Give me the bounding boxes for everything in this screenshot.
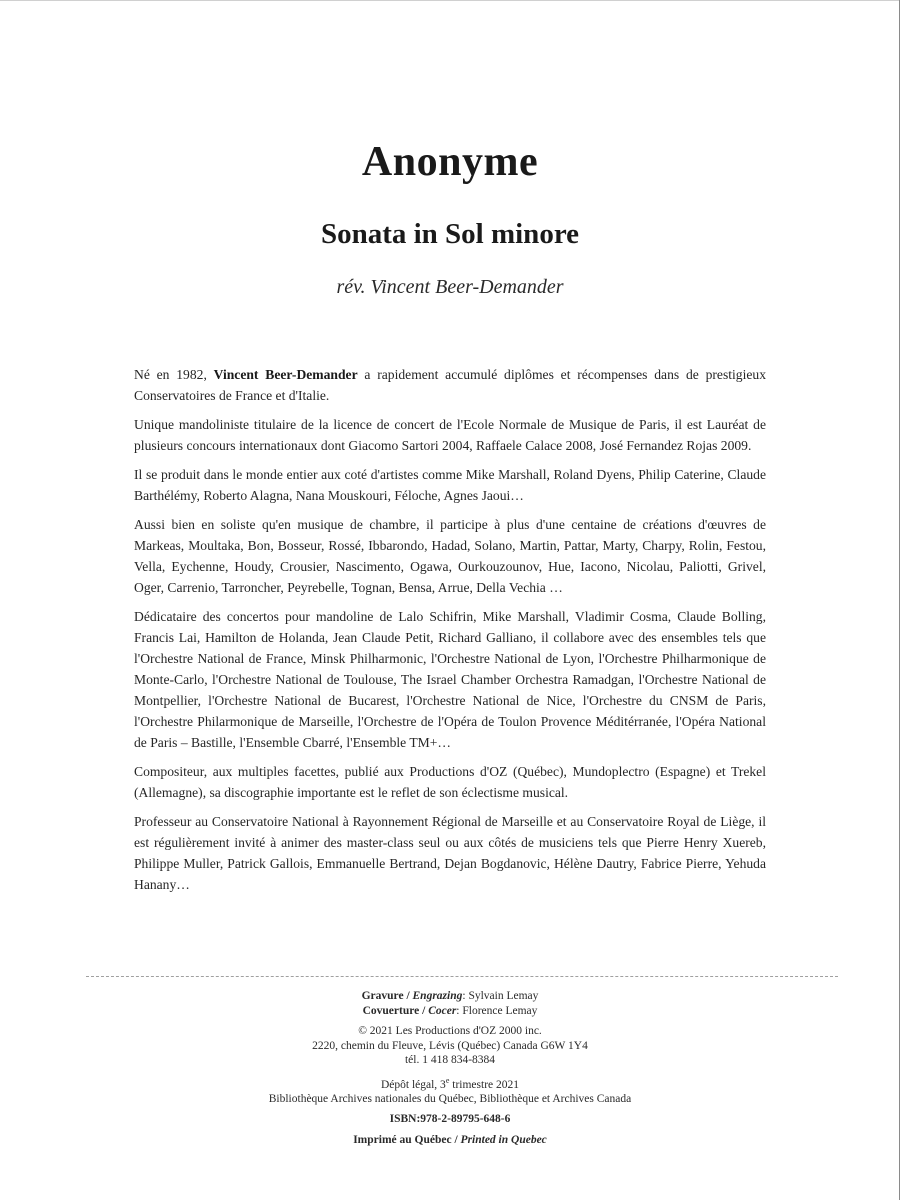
bio-paragraph-5: Dédicataire des concertos pour mandoline de Lalo Schifrin, Mike Marshall, Vladimir Cosma, Claude Bolling, Francis Lai, Hamilton de Holanda, Jean Claude Petit, Richard Galliano, il collabore avec des ensembles tels que l'Orchestre National de France, Minsk Philharmonic, l'Orchestre National de Lyon, l'Orchestre Philharmonique de Monte-Carlo, l'Orchestre National de Toulouse, The Israel Chamber Orchestra Ramadgan, l'Orchestre National de Montpellier, l'Orchestre National de Bucarest, l'Orchestre National de Nice, l'Orchestre du CNSM de Paris, l'Orchestre Philarmonique de Marseille, l'Orchestre de l'Opéra de Toulon Provence Méditérranée, l'Opéra National de Paris – Bastille, l'Ensemble Cbarré, l'Ensemble TM+… [134, 609, 766, 750]
bio-paragraph-1 [134, 364, 766, 406]
colophon-divider [86, 976, 838, 977]
colophon [0, 989, 900, 1147]
printed-separator: / [451, 1133, 461, 1146]
printed-in [0, 1133, 900, 1148]
page-top-edge [0, 0, 900, 1]
biography [134, 364, 766, 903]
cover-label-fr: Covuerture [362, 1004, 420, 1017]
bio-p1-rest: a rapidement accumulé diplômes et récompenses dans de prestigieux Conservatoires de France et d'Italie. [134, 367, 766, 403]
cover-label-en: Cocer [428, 1004, 457, 1017]
engraving-credit [0, 989, 900, 1004]
bio-artist-name: Vincent Beer-Demander [213, 367, 358, 382]
publisher-address: 2220, chemin du Fleuve, Lévis (Québec) Canada G6W 1Y4 [312, 1039, 588, 1052]
composer-name: Anonyme [361, 139, 539, 185]
bio-paragraph-2: Unique mandoliniste titulaire de la licence de concert de l'Ecole Normale de Musique de Paris, il est Lauréat de plusieurs concours internationaux dont Giacomo Sartori 2004, Raffaele Calace 2008, José Fernandez Rojas 2009. [134, 417, 766, 453]
revision-credit: rév. Vincent Beer-Demander [336, 276, 564, 298]
bio-paragraph-4: Aussi bien en soliste qu'en musique de chambre, il participe à plus d'une centaine de créations d'œuvres de Markeas, Moultaka, Bon, Bosseur, Rossé, Ibbarondo, Hadad, Solano, Martin, Pattar, Marty, Charpy, Rolin, Festou, Vella, Eychenne, Houdy, Crousier, Nascimento, Ogawa, Ourkouzounov, Hue, Iacono, Nicolau, Paliotti, Grivel, Oger, Carrenio, Tarroncher, Peyrebelle, Tognan, Bensa, Arrue, Della Vechia … [134, 517, 766, 595]
engraving-label-en: Engrazing [412, 990, 463, 1002]
library-archives: Bibliothèque Archives nationales du Québec, Bibliothèque et Archives Canada [268, 1092, 632, 1105]
bio-paragraph-7: Professeur au Conservatoire National à Rayonnement Régional de Marseille et au Conservatoire Royal de Liège, il est régulièrement invité à animer des master-class seul ou aux côtés de musiciens tels que Pierre Henry Xuereb, Philippe Muller, Patrick Gallois, Emmanuelle Bertrand, Dejan Bogdanovic, Hélène Dautry, Fabrice Pierre, Yehuda Hanany… [134, 814, 766, 892]
copyright-notice: © 2021 Les Productions d'OZ 2000 inc. [358, 1025, 542, 1037]
cover-credit [0, 1004, 900, 1019]
legal-deposit-quarter: trimestre 2021 [449, 1078, 519, 1091]
publisher-phone: tél. 1 418 834-8384 [404, 1054, 496, 1066]
legal-deposit [0, 1074, 900, 1092]
legal-deposit-superscript: e [445, 1075, 450, 1085]
printed-fr: Imprimé au Québec [353, 1133, 452, 1146]
engraving-label-fr: Gravure [361, 990, 404, 1002]
bio-paragraph-3: Il se produit dans le monde entier aux coté d'artistes comme Mike Marshall, Roland Dyens, Philip Caterine, Claude Barthélémy, Roberto Alagna, Nana Mouskouri, Féloche, Agnes Jaoui… [134, 467, 766, 503]
bio-p1-intro: Né en 1982, [134, 367, 214, 382]
work-title: Sonata in Sol minore [320, 218, 580, 250]
bio-paragraph-6: Compositeur, aux multiples facettes, publié aux Productions d'OZ (Québec), Mundoplectro (Espagne) et Trekel (Allemagne), sa discographie importante est le reflet de son éclectisme musical. [134, 764, 766, 800]
printed-en: Printed in Quebec [460, 1133, 547, 1146]
engraving-value: : Sylvain Lemay [462, 990, 539, 1002]
legal-deposit-text: Dépôt légal, 3 [380, 1078, 446, 1091]
isbn: ISBN:978-2-89795-648-6 [389, 1113, 511, 1126]
engraving-separator: / [403, 990, 413, 1002]
cover-value: : Florence Lemay [456, 1004, 538, 1017]
cover-separator: / [419, 1004, 429, 1017]
